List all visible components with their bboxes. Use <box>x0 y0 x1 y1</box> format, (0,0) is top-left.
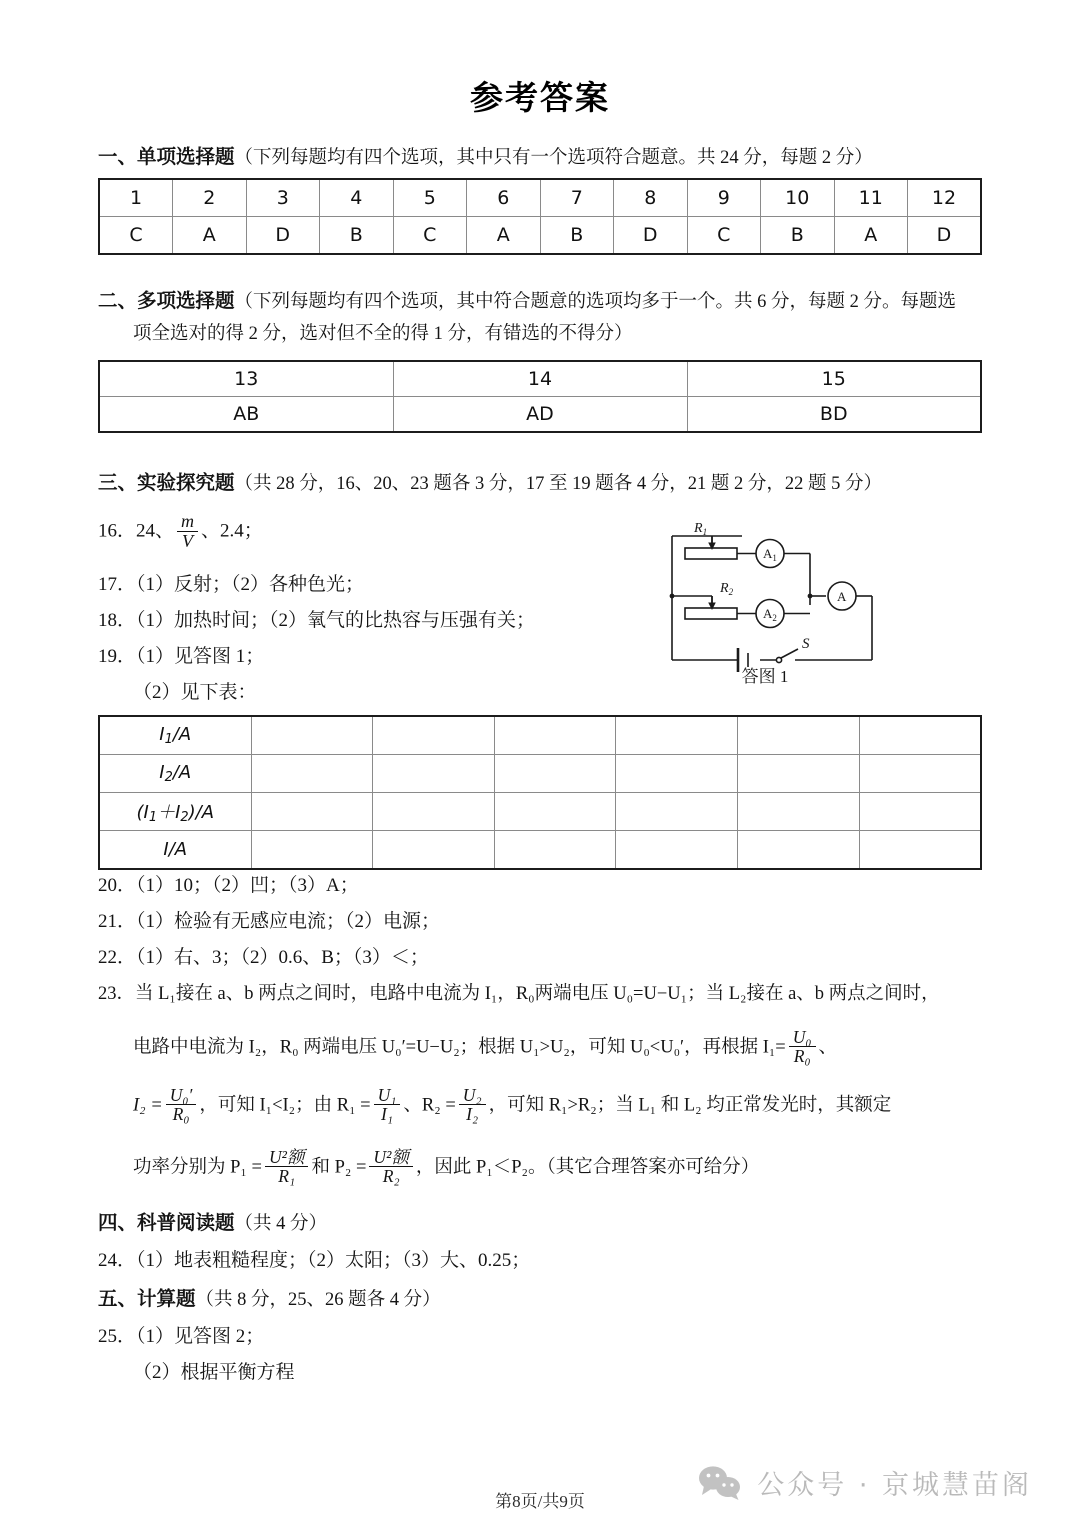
fraction-m-over-v <box>177 512 198 551</box>
answer-item-19-part1: 19．（1）见答图 1； <box>98 646 265 667</box>
section-two-heading: 二、多项选择题 <box>98 289 235 312</box>
cell-empty <box>373 831 495 870</box>
section-one-heading-line <box>98 142 873 173</box>
answer-item-25-part2: （2）根据平衡方程 <box>133 1362 295 1383</box>
section-two-note-line1: （下列每题均有四个选项，其中符合题意的选项均多于一个。共 6 分，每题 2 分。每题选 <box>234 292 957 312</box>
cell-empty <box>616 755 738 793</box>
fraction-numerator: m <box>181 511 195 531</box>
cell-answer: C <box>99 217 173 255</box>
table-row <box>99 793 981 831</box>
cell-qnum: 11 <box>834 179 908 217</box>
current-measurement-table <box>98 715 982 870</box>
row-label-i1: I1/A <box>99 716 251 755</box>
cell-empty <box>373 793 495 831</box>
fraction-u0prime-over-r0 <box>166 1086 197 1124</box>
cell-answer: C <box>393 217 467 255</box>
table-row-answers <box>99 397 981 433</box>
cell-empty <box>616 716 738 755</box>
answer-item-21: 21．（1）检验有无感应电流；（2）电源； <box>98 911 441 932</box>
section-four-heading: 四、科普阅读题 <box>98 1211 235 1234</box>
watermark-text: 公众号 · 京城慧苗阁 <box>757 1470 1032 1501</box>
table-row-question-numbers <box>99 179 981 217</box>
fraction-u2-over-i2 <box>459 1086 486 1124</box>
cell-qnum: 7 <box>540 179 614 217</box>
cell-answer: AD <box>393 397 687 433</box>
fraction-denominator: R₀ <box>789 1046 816 1065</box>
cell-answer: D <box>246 217 320 255</box>
junction-dot-left <box>670 594 675 599</box>
cell-empty <box>859 793 981 831</box>
answer-item-25-part1: 25．（1）见答图 2； <box>98 1326 265 1347</box>
q16-suffix: 、2.4； <box>201 520 263 542</box>
row-label-i1-plus-i2: (I1＋I2)/A <box>99 793 251 831</box>
cell-empty <box>251 793 373 831</box>
q23-line2-text-a: 电路中电流为 I₂，R₀ 两端电压 U₀′=U−U₂；根据 U₁>U₂，可知 U₀<U₀′，再根据 I₁= <box>133 1037 786 1058</box>
q23-line3-text-b: ，可知 I₁<I₂；由 R₁ = <box>199 1095 371 1116</box>
cell-answer: B <box>540 217 614 255</box>
cell-empty <box>373 716 495 755</box>
section-two-heading-line <box>98 286 956 317</box>
cell-empty <box>251 831 373 870</box>
q23-line4-text-c: ，因此 P₁＜P₂。（其它合理答案亦可给分） <box>415 1157 760 1178</box>
cell-qnum: 9 <box>687 179 761 217</box>
fraction-urated-sq-over-r2 <box>369 1148 413 1186</box>
fraction-urated-sq-over-r1 <box>265 1148 309 1186</box>
cell-empty <box>494 831 616 870</box>
figure-1-caption: 答图 1 <box>741 667 789 686</box>
wechat-icon <box>697 1465 743 1501</box>
answer-item-19-part2: （2）见下表： <box>133 682 257 703</box>
fraction-numerator: U²额 <box>373 1147 409 1167</box>
cell-answer: D <box>614 217 688 255</box>
answer-item-18: 18．（1）加热时间；（2）氧气的比热容与压强有关； <box>98 610 536 631</box>
cell-empty <box>616 831 738 870</box>
label-switch-s: S <box>802 636 810 652</box>
fraction-u1-over-i1 <box>374 1086 401 1124</box>
cell-empty <box>494 755 616 793</box>
table-row-question-numbers <box>99 361 981 397</box>
cell-qnum: 3 <box>246 179 320 217</box>
section-three-heading-line <box>98 468 882 499</box>
fraction-denominator: R₁ <box>265 1166 309 1185</box>
table-row <box>99 755 981 793</box>
cell-empty <box>738 755 860 793</box>
fraction-numerator: U₀ <box>792 1027 812 1047</box>
cell-empty <box>859 831 981 870</box>
cell-qnum: 13 <box>99 361 393 397</box>
fraction-u0-over-r0 <box>789 1028 816 1066</box>
fraction-denominator: V <box>177 531 198 551</box>
answer-item-23-line3 <box>133 1086 891 1124</box>
junction-dot-right <box>808 594 813 599</box>
cell-empty <box>494 793 616 831</box>
cell-empty <box>859 755 981 793</box>
section-two-note-line2: 项全选对的得 2 分，选对但不全的得 1 分，有错选的不得分） <box>133 324 633 344</box>
cell-answer: BD <box>687 397 981 433</box>
cell-answer: A <box>834 217 908 255</box>
section-five-heading: 五、计算题 <box>98 1287 196 1310</box>
row-label-i: I/A <box>99 831 251 870</box>
q16-prefix: 16．24、 <box>98 520 175 542</box>
cell-qnum: 4 <box>320 179 394 217</box>
q23-line3-text-d: ，可知 R₁>R₂；当 L₁ 和 L₂ 均正常发光时，其额定 <box>488 1095 892 1116</box>
cell-qnum: 15 <box>687 361 981 397</box>
fraction-denominator: I₂ <box>459 1104 486 1123</box>
cell-empty <box>494 716 616 755</box>
label-r1: $R_1$ <box>694 521 708 537</box>
page-number-footer: 第8页/共9页 <box>495 1492 585 1511</box>
answer-item-24: 24．（1）地表粗糙程度；（2）太阳；（3）大、0.25； <box>98 1250 531 1271</box>
multi-choice-answer-table <box>98 360 982 433</box>
section-four-heading-line <box>98 1208 327 1239</box>
section-four-note: （共 4 分） <box>234 1214 328 1234</box>
cell-empty <box>251 716 373 755</box>
single-choice-answer-table <box>98 178 982 255</box>
cell-empty <box>738 831 860 870</box>
answer-item-17: 17．（1）反射；（2）各种色光； <box>98 574 365 595</box>
cell-answer: B <box>761 217 835 255</box>
section-three-heading: 三、实验探究题 <box>98 471 235 494</box>
q23-line3-text-c: 、R₂ = <box>403 1095 456 1116</box>
cell-answer: B <box>320 217 394 255</box>
section-one-note: （下列每题均有四个选项，其中只有一个选项符合题意。共 24 分，每题 2 分） <box>234 148 873 168</box>
cell-qnum: 12 <box>908 179 982 217</box>
cell-empty <box>251 755 373 793</box>
cell-empty <box>859 716 981 755</box>
fraction-denominator: I₁ <box>374 1104 401 1123</box>
section-five-heading-line <box>98 1284 441 1315</box>
cell-qnum: 8 <box>614 179 688 217</box>
page-title: 参考答案 <box>470 78 610 117</box>
cell-empty <box>738 793 860 831</box>
answer-item-22: 22．（1）右、3；（2）0.6、B；（3）＜； <box>98 947 429 968</box>
cell-answer: C <box>687 217 761 255</box>
cell-answer: A <box>173 217 247 255</box>
table-row <box>99 716 981 755</box>
cell-qnum: 6 <box>467 179 541 217</box>
cell-answer: AB <box>99 397 393 433</box>
cell-qnum: 1 <box>99 179 173 217</box>
label-r2: $R_2$ <box>720 581 734 597</box>
answer-item-20: 20．（1）10；（2）凹；（3）A； <box>98 875 359 896</box>
label-a-main: A <box>837 589 847 604</box>
answer-item-16 <box>98 512 263 551</box>
section-three-note: （共 28 分，16、20、23 题各 3 分，17 至 19 题各 4 分，21 题 2 分，22 题 5 分） <box>234 474 883 494</box>
fraction-denominator: R₂ <box>369 1166 413 1185</box>
label-a1: $A_1$ <box>763 546 777 563</box>
cell-answer: D <box>908 217 982 255</box>
fraction-numerator: U²额 <box>268 1147 305 1167</box>
section-five-note: （共 8 分，25、26 题各 4 分） <box>195 1290 441 1310</box>
row-label-i2: I2/A <box>99 755 251 793</box>
cell-empty <box>738 716 860 755</box>
cell-qnum: 14 <box>393 361 687 397</box>
fraction-denominator: R₀ <box>166 1104 197 1123</box>
q23-line4-text-b: 和 P₂ = <box>311 1157 367 1178</box>
wechat-watermark <box>697 1463 1032 1502</box>
table-row <box>99 831 981 870</box>
cell-qnum: 10 <box>761 179 835 217</box>
cell-qnum: 2 <box>173 179 247 217</box>
cell-answer: A <box>467 217 541 255</box>
fraction-numerator: U₀′ <box>169 1085 193 1105</box>
fraction-numerator: U₂ <box>462 1085 482 1105</box>
section-one-heading: 一、单项选择题 <box>98 145 235 168</box>
q23-line3-text-a: I₂ = <box>133 1095 163 1116</box>
answer-item-23-line4 <box>133 1148 759 1186</box>
answer-item-23-line2 <box>133 1028 837 1066</box>
label-a2: $A_2$ <box>763 606 777 623</box>
cell-empty <box>373 755 495 793</box>
answer-item-23-line1: 23．当 L₁接在 a、b 两点之间时，电路中电流为 I₁，R₀两端电压 U₀=U−U₁；当 L₂接在 a、b 两点之间时， <box>98 984 940 1004</box>
table-row-answers <box>99 217 981 255</box>
fraction-numerator: U₁ <box>377 1085 397 1105</box>
q23-line4-text-a: 功率分别为 P₁ = <box>133 1157 262 1178</box>
cell-qnum: 5 <box>393 179 467 217</box>
cell-empty <box>616 793 738 831</box>
q23-line2-text-b: 、 <box>818 1037 838 1058</box>
